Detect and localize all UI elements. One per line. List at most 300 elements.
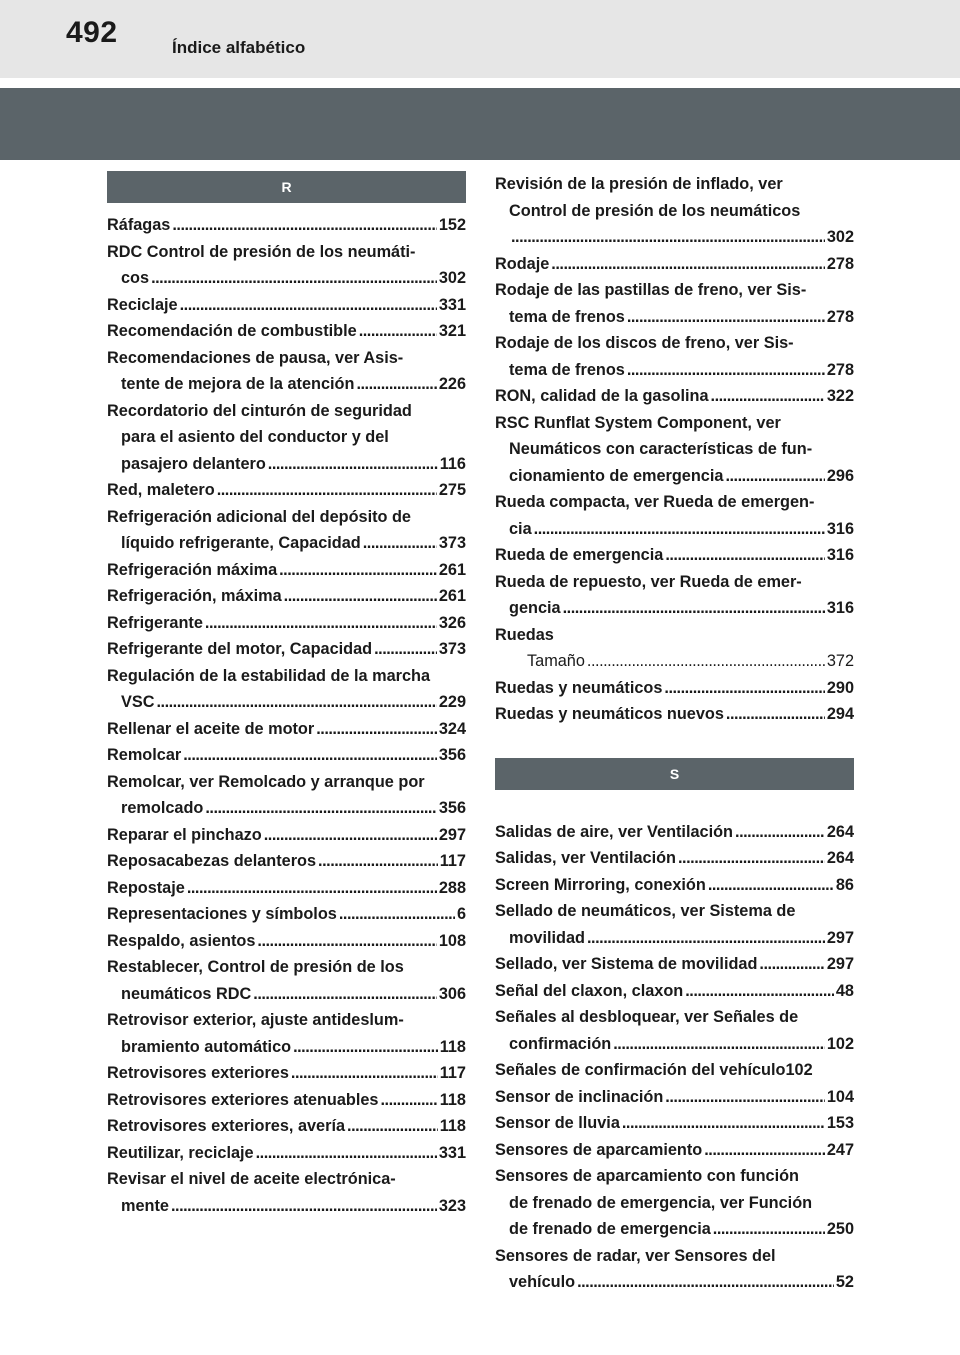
- entry-text: Ráfagas: [107, 216, 171, 234]
- entry-text: Revisión de la presión de inflado, ver: [495, 175, 783, 193]
- index-entry: [107, 504, 466, 557]
- index-entry: [107, 901, 466, 928]
- entry-line: [107, 424, 466, 451]
- entry-text: Recordatorio del cinturón de seguridad: [107, 401, 412, 420]
- entry-text: RDC Control de presión de los neumáti-: [107, 242, 416, 261]
- leader-dots: [587, 925, 825, 952]
- entry-text: Sensores de aparcamiento con función: [495, 1167, 799, 1185]
- index-entry: [107, 1113, 466, 1140]
- index-entry: [107, 1166, 466, 1219]
- entry-text: Retrovisores exteriores, avería: [107, 1117, 346, 1135]
- page-ref: 152: [438, 216, 466, 234]
- leader-dots: [205, 795, 436, 822]
- entry-line: [495, 845, 854, 872]
- leader-dots: [156, 689, 436, 716]
- entry-text: Restablecer, Control de presión de los: [107, 958, 404, 976]
- index-entry: [107, 928, 466, 955]
- leader-dots: [257, 928, 436, 955]
- entry-line: [495, 1137, 854, 1164]
- entry-line: [107, 239, 466, 266]
- page-ref: 102: [826, 1034, 854, 1053]
- entry-line: [495, 224, 854, 251]
- entry-line: [107, 530, 466, 557]
- leader-dots: [678, 845, 825, 872]
- entry-line: [495, 569, 854, 596]
- entry-line: [495, 383, 854, 410]
- entry-text: remolcado: [121, 799, 204, 817]
- leader-dots: [316, 716, 437, 743]
- entry-text: tente de mejora de la atención: [121, 375, 355, 393]
- page-ref: 247: [826, 1140, 854, 1159]
- page-ref: 229: [438, 693, 466, 711]
- leader-dots: [613, 1031, 825, 1058]
- entry-line: [107, 1007, 466, 1034]
- index-entry: [495, 489, 854, 542]
- entry-text: pasajero delantero: [121, 454, 266, 473]
- entry-text: movilidad: [509, 928, 585, 947]
- leader-dots: [347, 1113, 438, 1140]
- index-entry: [495, 1110, 854, 1137]
- entry-line: [107, 318, 466, 345]
- page-ref: 323: [438, 1196, 466, 1215]
- entry-text: RSC Runflat System Component, ver: [495, 413, 781, 432]
- index-entry: [107, 398, 466, 478]
- page-ref: 6: [456, 905, 466, 923]
- entry-line: [107, 398, 466, 425]
- page-ref: 278: [826, 307, 854, 326]
- index-entry: [495, 383, 854, 410]
- leader-dots: [713, 1216, 825, 1243]
- leader-dots: [171, 1193, 437, 1220]
- page-ref: 153: [826, 1114, 854, 1132]
- index-entry: [107, 848, 466, 875]
- index-entry: [495, 872, 854, 899]
- entry-line: [107, 1034, 466, 1061]
- page-ref: 261: [438, 587, 466, 605]
- entry-line: [495, 872, 854, 899]
- page-ref: 306: [438, 984, 466, 1003]
- index-entry: [107, 318, 466, 345]
- page-ref: 250: [826, 1220, 854, 1238]
- entry-text: cia: [509, 519, 532, 538]
- leader-dots: [359, 318, 437, 345]
- entry-text: Refrigeración máxima: [107, 560, 278, 579]
- entry-text: tema de frenos: [509, 360, 625, 379]
- entry-text: Repostaje: [107, 878, 185, 897]
- entry-line: [107, 981, 466, 1008]
- page-header: [0, 0, 960, 78]
- entry-line: [495, 304, 854, 331]
- page-ref: 321: [438, 322, 466, 340]
- leader-dots: [711, 383, 825, 410]
- entry-line: [107, 954, 466, 981]
- entry-text: Revisar el nivel de aceite electrónica-: [107, 1170, 396, 1188]
- leader-dots: [627, 304, 825, 331]
- entry-text: Reciclaje: [107, 295, 178, 314]
- entry-text: Sellado de neumáticos, ver Sistema de: [495, 902, 796, 920]
- entry-line: [495, 622, 854, 649]
- index-entry: [495, 251, 854, 278]
- entry-text: Ruedas: [495, 625, 554, 644]
- leader-dots: [563, 595, 825, 622]
- page-ref: 86: [835, 875, 854, 894]
- entry-line: [107, 1140, 466, 1167]
- entry-text: Tamaño: [527, 652, 585, 670]
- page-ref: 48: [835, 981, 854, 1000]
- entry-line: [495, 171, 854, 198]
- index-entry: [107, 239, 466, 292]
- leader-dots: [587, 648, 825, 675]
- leader-dots: [577, 1269, 834, 1296]
- entry-text: de frenado de emergencia: [509, 1220, 711, 1238]
- entry-line: [107, 663, 466, 690]
- page-ref: 373: [438, 534, 466, 552]
- index-entry: [107, 477, 466, 504]
- entry-text: Refrigerante: [107, 613, 203, 632]
- entry-line: [107, 583, 466, 610]
- section-header-r: R: [107, 171, 466, 203]
- leader-dots: [363, 530, 437, 557]
- entry-text: VSC: [121, 693, 155, 711]
- entry-line: [495, 489, 854, 516]
- entry-line: [107, 265, 466, 292]
- entry-line: [495, 1190, 854, 1217]
- leader-dots: [187, 875, 437, 902]
- entry-text: Screen Mirroring, conexión: [495, 875, 706, 894]
- entry-text: Rodaje de los discos de freno, ver Sis-: [495, 334, 794, 352]
- page-ref: 297: [826, 955, 854, 973]
- page-ref: 264: [826, 849, 854, 867]
- index-entry: [495, 701, 854, 728]
- page-ref: 52: [835, 1273, 854, 1291]
- index-entry: [107, 636, 466, 663]
- page-ref: 296: [826, 466, 854, 485]
- index-entry: [107, 769, 466, 822]
- entry-text: Control de presión de los neumáticos: [509, 201, 801, 220]
- index-entry: [107, 212, 466, 239]
- entry-text: Remolcar, ver Remolcado y arranque por: [107, 772, 425, 791]
- entry-line: [107, 716, 466, 743]
- page-ref: 290: [826, 678, 854, 697]
- entry-line: [107, 557, 466, 584]
- leader-dots: [256, 1140, 437, 1167]
- index-entry: [107, 557, 466, 584]
- leader-dots: [665, 542, 825, 569]
- leader-dots: [356, 371, 436, 398]
- entry-list-r: [107, 212, 466, 1219]
- entry-line: [495, 463, 854, 490]
- entry-line: [495, 357, 854, 384]
- index-entry: [107, 345, 466, 398]
- entry-line: [495, 819, 854, 846]
- page-ref: 372: [826, 652, 854, 670]
- entry-line: [107, 1166, 466, 1193]
- index-entry: [107, 663, 466, 716]
- page-ref: 356: [438, 746, 466, 764]
- leader-dots: [627, 357, 825, 384]
- entry-text: cionamiento de emergencia: [509, 466, 724, 485]
- leader-dots: [735, 819, 825, 846]
- index-entry: [107, 742, 466, 769]
- page-ref: 297: [438, 825, 466, 844]
- entry-text: Sensor de lluvia: [495, 1114, 620, 1132]
- page-ref: 118: [439, 1090, 466, 1109]
- entry-text: neumáticos RDC: [121, 984, 252, 1003]
- entry-text: Neumáticos con características de fun-: [509, 440, 813, 458]
- entry-line: [495, 1269, 854, 1296]
- leader-dots: [205, 610, 437, 637]
- index-entry: [495, 898, 854, 951]
- entry-text: Señales al desbloquear, ver Señales de: [495, 1008, 799, 1026]
- entry-text: Sensores de radar, ver Sensores del: [495, 1246, 776, 1265]
- entry-list-r-continued: [495, 171, 854, 728]
- leader-dots: [318, 848, 438, 875]
- index-entry: [495, 622, 854, 675]
- entry-text: de frenado de emergencia, ver Función: [509, 1193, 813, 1212]
- page-ref: 261: [438, 560, 466, 579]
- entry-line: [495, 1243, 854, 1270]
- page-ref: 302: [438, 269, 466, 287]
- index-entry: [495, 1004, 854, 1057]
- entry-text: Rueda compacta, ver Rueda de emergen-: [495, 493, 815, 511]
- entry-line: [107, 504, 466, 531]
- entry-text: Ruedas y neumáticos nuevos: [495, 705, 724, 723]
- page-ref: 326: [438, 613, 466, 632]
- entry-text: Rellenar el aceite de motor: [107, 719, 315, 738]
- page-title: Índice alfabético: [172, 38, 306, 57]
- entry-line: [495, 410, 854, 437]
- leader-dots: [264, 822, 437, 849]
- page-ref: 373: [438, 640, 466, 658]
- entry-text: Rodaje: [495, 254, 550, 273]
- index-entry: [495, 845, 854, 872]
- entry-text: líquido refrigerante, Capacidad: [121, 534, 361, 552]
- entry-text: Reposacabezas delanteros: [107, 852, 317, 870]
- leader-dots: [279, 557, 437, 584]
- index-entry: [495, 819, 854, 846]
- index-entry: [495, 978, 854, 1005]
- leader-dots: [183, 742, 437, 769]
- entry-text: Retrovisores exteriores atenuables: [107, 1090, 379, 1109]
- entry-text: Sensores de aparcamiento: [495, 1140, 703, 1159]
- index-column-left: [107, 171, 466, 1219]
- entry-line: [495, 675, 854, 702]
- index-entry: [107, 292, 466, 319]
- page-ref: 316: [826, 599, 854, 617]
- index-entry: [107, 954, 466, 1007]
- index-entry: [107, 875, 466, 902]
- entry-text: Señal del claxon, claxon: [495, 981, 684, 1000]
- page-ref: 104: [826, 1087, 854, 1106]
- entry-text: Retrovisores exteriores: [107, 1064, 289, 1082]
- entry-text: Red, maletero: [107, 481, 215, 499]
- leader-dots: [217, 477, 437, 504]
- entry-text: Salidas, ver Ventilación: [495, 849, 676, 867]
- index-entry: [495, 1084, 854, 1111]
- entry-text: Sensor de inclinación: [495, 1087, 664, 1106]
- entry-text: bramiento automático: [121, 1037, 292, 1056]
- index-entry: [107, 1087, 466, 1114]
- page-ref: 102: [785, 1061, 813, 1079]
- page-ref: 275: [438, 481, 466, 499]
- index-entry: [107, 1007, 466, 1060]
- index-entry: [495, 171, 854, 251]
- entry-text: Rueda de emergencia: [495, 546, 664, 564]
- entry-line: [107, 1113, 466, 1140]
- entry-line: [107, 689, 466, 716]
- entry-text: Respaldo, asientos: [107, 931, 256, 950]
- entry-line: [107, 371, 466, 398]
- entry-text: Señales de confirmación del vehículo: [495, 1061, 786, 1079]
- entry-line: [107, 875, 466, 902]
- page-ref: 278: [826, 360, 854, 379]
- entry-line: [107, 610, 466, 637]
- entry-text: Sellado, ver Sistema de movilidad: [495, 955, 758, 973]
- index-entry: [495, 951, 854, 978]
- leader-dots: [534, 516, 825, 543]
- leader-dots: [268, 451, 438, 478]
- leader-dots: [151, 265, 437, 292]
- entry-line: [107, 636, 466, 663]
- entry-text: para el asiento del conductor y del: [121, 428, 389, 446]
- leader-dots: [759, 951, 824, 978]
- entry-line: [495, 1084, 854, 1111]
- entry-line: [107, 292, 466, 319]
- index-entry: [107, 822, 466, 849]
- index-entry: [495, 277, 854, 330]
- page-ref: 117: [439, 852, 466, 870]
- entry-line: [495, 1004, 854, 1031]
- entry-text: Rodaje de las pastillas de freno, ver Sis-: [495, 281, 807, 299]
- leader-dots: [622, 1110, 825, 1137]
- page-ref: 316: [826, 519, 854, 538]
- entry-text: Retrovisor exterior, ajuste antideslum-: [107, 1011, 404, 1029]
- page-ref: 294: [826, 705, 854, 723]
- leader-dots: [339, 901, 455, 928]
- entry-text: Ruedas y neumáticos: [495, 678, 663, 697]
- leader-dots: [180, 292, 437, 319]
- page-ref: 297: [826, 928, 854, 947]
- entry-line: [495, 516, 854, 543]
- entry-text: Refrigerante del motor, Capacidad: [107, 640, 373, 658]
- index-entry: [495, 675, 854, 702]
- leader-dots: [664, 675, 824, 702]
- page-ref: 302: [826, 228, 854, 246]
- entry-subline: [495, 648, 854, 675]
- entry-text: Reparar el pinchazo: [107, 825, 262, 844]
- leader-dots: [291, 1060, 438, 1087]
- page-number: 492: [66, 16, 118, 49]
- entry-line: [495, 898, 854, 925]
- leader-dots: [685, 978, 834, 1005]
- leader-dots: [551, 251, 825, 278]
- entry-line: [107, 451, 466, 478]
- entry-text: gencia: [509, 599, 561, 617]
- entry-line: [495, 1216, 854, 1243]
- index-entry: [107, 1060, 466, 1087]
- entry-text: Representaciones y símbolos: [107, 905, 337, 923]
- entry-list-s: [495, 819, 854, 1296]
- entry-text: RON, calidad de la gasolina: [495, 387, 709, 405]
- page-ref: 288: [438, 878, 466, 897]
- entry-line: [495, 251, 854, 278]
- entry-text: Refrigeración adicional del depósito de: [107, 507, 411, 526]
- leader-dots: [726, 701, 825, 728]
- index-entry: [107, 716, 466, 743]
- entry-line: [107, 1060, 466, 1087]
- entry-text: mente: [121, 1196, 169, 1215]
- leader-dots: [172, 212, 436, 239]
- entry-line: [107, 928, 466, 955]
- entry-line: [495, 1031, 854, 1058]
- leader-dots: [253, 981, 437, 1008]
- entry-line: [495, 542, 854, 569]
- entry-line: [495, 277, 854, 304]
- leader-dots: [704, 1137, 825, 1164]
- entry-line: [107, 795, 466, 822]
- page-ref: 324: [438, 719, 466, 738]
- index-entry: [495, 569, 854, 622]
- leader-dots: [293, 1034, 438, 1061]
- entry-line: [495, 198, 854, 225]
- entry-line: [495, 978, 854, 1005]
- entry-text: Recomendación de combustible: [107, 322, 357, 340]
- page-ref: 322: [826, 387, 854, 405]
- entry-line: [107, 212, 466, 239]
- entry-line: [495, 925, 854, 952]
- entry-text: Salidas de aire, ver Ventilación: [495, 822, 734, 841]
- leader-dots: [708, 872, 834, 899]
- leader-dots: [511, 224, 825, 251]
- section-header-s: S: [495, 758, 854, 790]
- index-entry: [107, 610, 466, 637]
- entry-line: [107, 901, 466, 928]
- page-ref: 116: [439, 454, 466, 473]
- page-ref: 264: [826, 822, 854, 841]
- entry-line: [495, 701, 854, 728]
- page-ref: 331: [438, 1143, 466, 1162]
- entry-line: [107, 1193, 466, 1220]
- entry-line: [495, 330, 854, 357]
- entry-text: cos: [121, 269, 150, 287]
- page-ref: 118: [439, 1037, 466, 1056]
- index-entry: [495, 1137, 854, 1164]
- index-column-right: [495, 171, 854, 1296]
- page-ref: 118: [439, 1117, 466, 1135]
- leader-dots: [725, 463, 824, 490]
- entry-line: [495, 951, 854, 978]
- entry-line: [495, 595, 854, 622]
- entry-text: tema de frenos: [509, 307, 625, 326]
- page-ref: 331: [438, 295, 466, 314]
- index-entry: [107, 583, 466, 610]
- entry-line: [107, 848, 466, 875]
- entry-text: confirmación: [509, 1034, 612, 1053]
- entry-line: [107, 822, 466, 849]
- entry-text: vehículo: [509, 1273, 576, 1291]
- entry-line: [107, 477, 466, 504]
- entry-line: [107, 769, 466, 796]
- page-ref: 316: [826, 546, 854, 564]
- index-entry: [495, 410, 854, 490]
- entry-line: [107, 1087, 466, 1114]
- index-entry: [107, 1140, 466, 1167]
- entry-text: Recomendaciones de pausa, ver Asis-: [107, 348, 404, 367]
- entry-line: [495, 1057, 854, 1084]
- leader-dots: [284, 583, 437, 610]
- page-ref: 278: [826, 254, 854, 273]
- index-entry: [495, 1243, 854, 1296]
